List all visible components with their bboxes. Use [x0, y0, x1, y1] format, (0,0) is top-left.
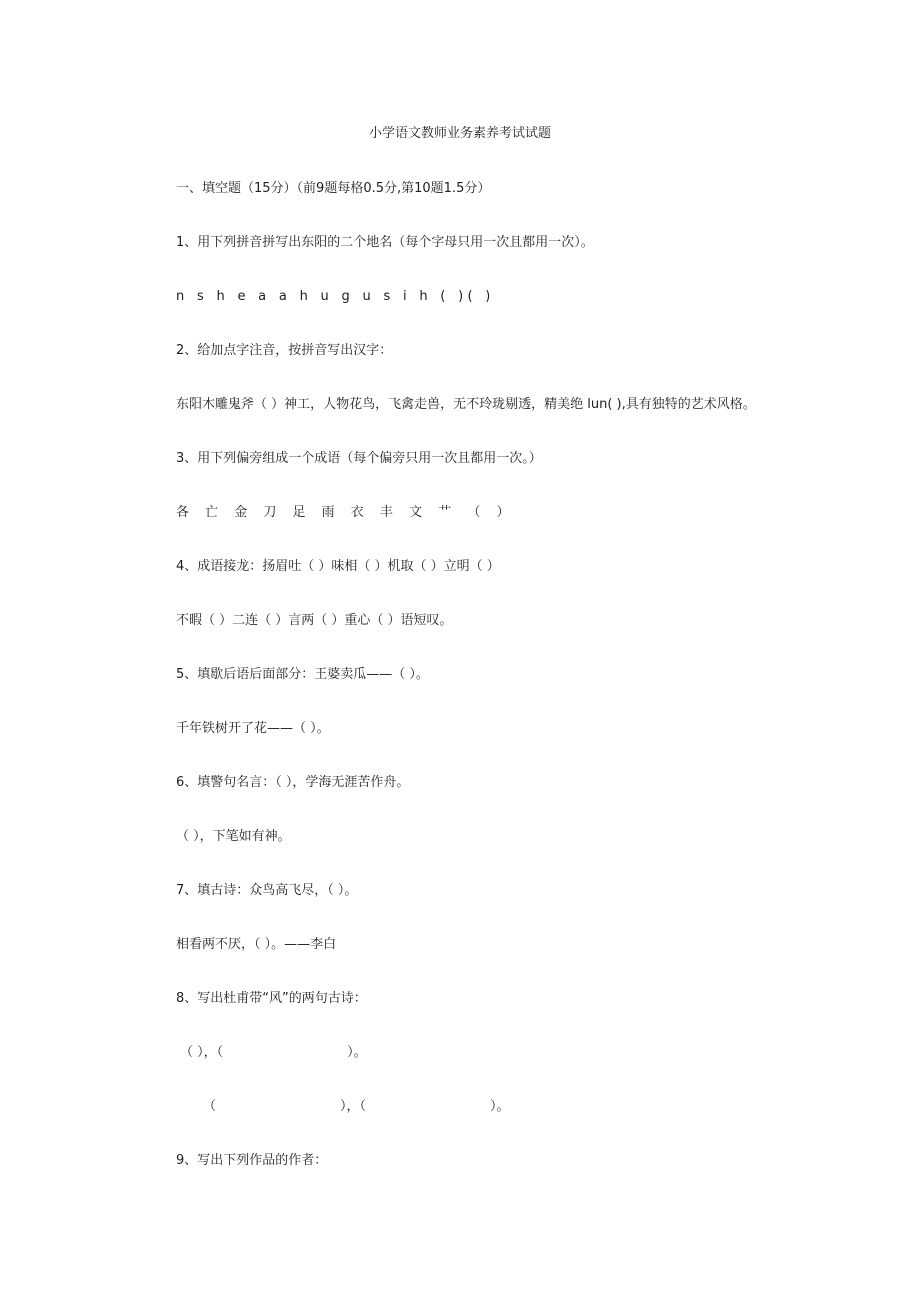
question-3-radicals: 各 亡 金 刀 足 雨 衣 丰 文 艹 （ ） — [176, 505, 516, 520]
question-8-blank-2: （ ），（ ）。 — [203, 1099, 510, 1114]
question-2: 2、给加点字注音，按拼音写出汉字： — [176, 343, 393, 358]
question-5: 5、填歇后语后面部分：王婆卖瓜——（ ）。 — [176, 667, 429, 682]
question-3: 3、用下列偏旁组成一个成语（每个偏旁只用一次且都用一次。） — [176, 451, 542, 466]
question-9: 9、写出下列作品的作者： — [176, 1153, 328, 1168]
section-heading: 一、填空题（15分）（前9题每格0.5分,第10题1.5分） — [176, 181, 491, 196]
question-8: 8、写出杜甫带“风”的两句古诗： — [176, 991, 367, 1006]
question-4: 4、成语接龙：扬眉吐（ ）味相（ ）机取（ ）立明（ ） — [176, 559, 500, 574]
question-1: 1、用下列拼音拼写出东阳的二个地名（每个字母只用一次且都用一次）。 — [176, 235, 594, 250]
question-6-line-2: （ ），下笔如有神。 — [176, 829, 291, 844]
question-1-pinyin: n s h e a a h u g u s i h ( )( ) — [176, 289, 495, 304]
question-7: 7、填古诗：众鸟高飞尽，（ ）。 — [176, 883, 358, 898]
question-7-line-2: 相看两不厌，（ ）。——李白 — [176, 937, 337, 952]
document-title: 小学语文教师业务素养考试试题 — [368, 126, 551, 141]
question-8-blank-1: （ ），（ ）。 — [180, 1045, 367, 1060]
question-4-line-2: 不暇（ ）二连（ ）言两（ ）重心（ ）语短叹。 — [176, 613, 453, 628]
question-6: 6、填警句名言：（ ），学海无涯苦作舟。 — [176, 775, 410, 790]
question-2-text: 东阳木雕鬼斧（ ）神工，人物花鸟，飞禽走兽，无不玲珑剔透，精美绝 lun( ),具有独特的艺术风格。 — [176, 397, 756, 412]
question-5-line-2: 千年铁树开了花——（ ）。 — [176, 721, 330, 736]
